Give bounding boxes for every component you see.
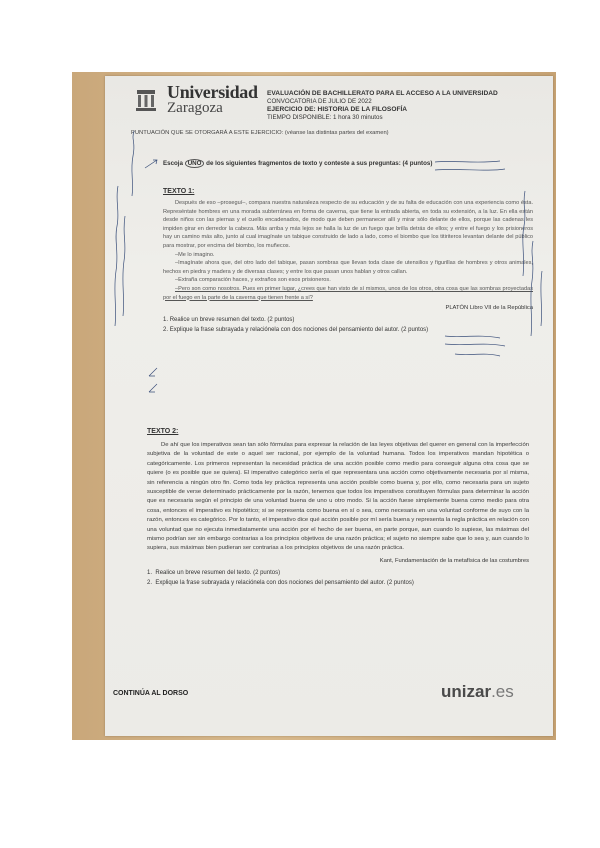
university-name: Universidad: [167, 82, 258, 102]
points-note: PUNTUACIÓN QUE SE OTORGARÁ A ESTE EJERCICIO: (véanse las distintas partes del examen): [131, 130, 389, 136]
texto-1-paragraph-underlined: –Pero son como nosotros. Pues en primer lugar, ¿crees que han visto de sí mismos, unos de los otros, otra cosa que las sombras proyectadas por el fuego en la parte de la caverna que tienen frente a sí?: [163, 285, 533, 301]
texto-1-attribution: PLATÓN Libro VII de la República: [445, 305, 533, 312]
texto-2-paragraph: De ahí que los imperativos sean tan sólo fórmulas para expresar la relación de las leyes objetivas del querer en general con la imperfección subjetiva de la voluntad de este o aquel ser racional, por ejemplo de la voluntad humana. Todos los imperativos mandan hipotética o categóricamente. Los primeros representan la necesidad práctica de una acción posible como medio para conseguir alguna otra cosa que se quiere (o es posible que se quiera). El imperativo categórico sería el que representara una acción como objetivamente necesaria por sí misma, sin referencia a ningún otro fin. Como toda ley práctica representa una acción posible como buena y, por ello, como necesaria para un sujeto susceptible de verse determinado prácticamente por la razón, tenemos que todos los imperativos constituyen fórmulas para determinar la acción que es necesaria según el principio de una voluntad buena de uno u otro modo. Si la acción fuese simplemente buena como medio para otra cosa, entonces el imperativo es hipotético; si se representa como buena en sí o sea, como necesaria en una voluntad conforme de suyo con la razón, entonces es categórico. Por lo tanto, el imperativo dice qué acción posible por mí sería buena y representa la regla práctica en relación con una voluntad que no ejecuta inmediatamente una acción por el hecho de ser buena, en parte porque, aun cuando lo supiese, las máximas del mismo podrían ser sin embargo contrarias a los principios objetivos de una razón práctica; el sujeto no siempre sabe que lo sea y, aun cuando lo supiera, sus máximas bien pudieran ser contrarias a los principios objetivos de una razón práctica.: [147, 442, 529, 552]
university-city: Zaragoza: [167, 100, 223, 116]
texto-1-paragraph: –Extraña comparación haces, y extraños son esos prisioneros.: [175, 277, 331, 284]
question-item: 2. Explique la frase subrayada y relaciónela con dos nociones del pensamiento del autor. (2 puntos): [163, 327, 429, 334]
instruction-post: de los siguientes fragmentos de texto y conteste a sus preguntas: (4 puntos): [206, 160, 433, 167]
question-item: 2. Explique la frase subrayada y relaciónela con dos nociones del pensamiento del autor. (2 puntos): [147, 579, 414, 586]
texto-1-paragraph: –Me lo imagino.: [175, 251, 215, 258]
continue-label: CONTINÚA AL DORSO: [113, 690, 189, 697]
instruction-pre: Escoja: [163, 160, 183, 167]
exam-title: EVALUACIÓN DE BACHILLERATO PARA EL ACCESO A LA UNIVERSIDAD: [267, 90, 498, 97]
texto-1-paragraph: Después de eso –proseguí–, compara nuestra naturaleza respecto de su educación y de su falta de educación con una experiencia como ésta. Represéntate hombres en una morada subterránea en forma de caverna, que tiene la entrada abierta, en toda su extensión, a la luz. En ella están desde niños con las piernas y el cuello encadenados, de modo que deben permanecer allí y mirar sólo delante de ellos, porque las cadenas les impiden girar en derredor la cabeza. Más arriba y más lejos se halla la luz de un fuego que brilla detrás de ellos; y entre el fuego y los prisioneros hay un camino más alto, junto al cual imagínate un tabique construido de lado a lado, como el biombo que los titiriteros levantan delante del público para mostrar, por encima del biombo, los muñecos.: [163, 200, 533, 249]
question-item: 1. Realice un breve resumen del texto. (2 puntos): [147, 569, 281, 576]
exam-call: CONVOCATORIA DE JULIO DE 2022: [267, 98, 372, 105]
pen-annotations: [105, 76, 553, 736]
exam-sheet: [105, 76, 553, 736]
exam-time: TIEMPO DISPONIBLE: 1 hora 30 minutos: [267, 114, 383, 121]
unizar-logo: unizar.es: [441, 682, 514, 701]
texto-1-heading: TEXTO 1:: [163, 188, 195, 195]
exam-subject: EJERCICIO DE: HISTORIA DE LA FILOSOFÍA: [267, 106, 408, 113]
instruction-highlight: UNO: [185, 159, 205, 168]
texto-1-paragraph: –Imagínate ahora que, del otro lado del tabique, pasan sombras que llevan toda clase de utensilios y figurillas de hombres y otros animales, hechos en piedra y madera y de diversas clases; y entre los que pasan unos hablan y otros callan.: [163, 260, 533, 275]
texto-2-heading: TEXTO 2:: [147, 428, 179, 435]
question-item: 1. Realice un breve resumen del texto. (2 puntos): [163, 317, 295, 324]
texto-2-attribution: Kant, Fundamentación de la metafísica de las costumbres: [379, 557, 529, 564]
